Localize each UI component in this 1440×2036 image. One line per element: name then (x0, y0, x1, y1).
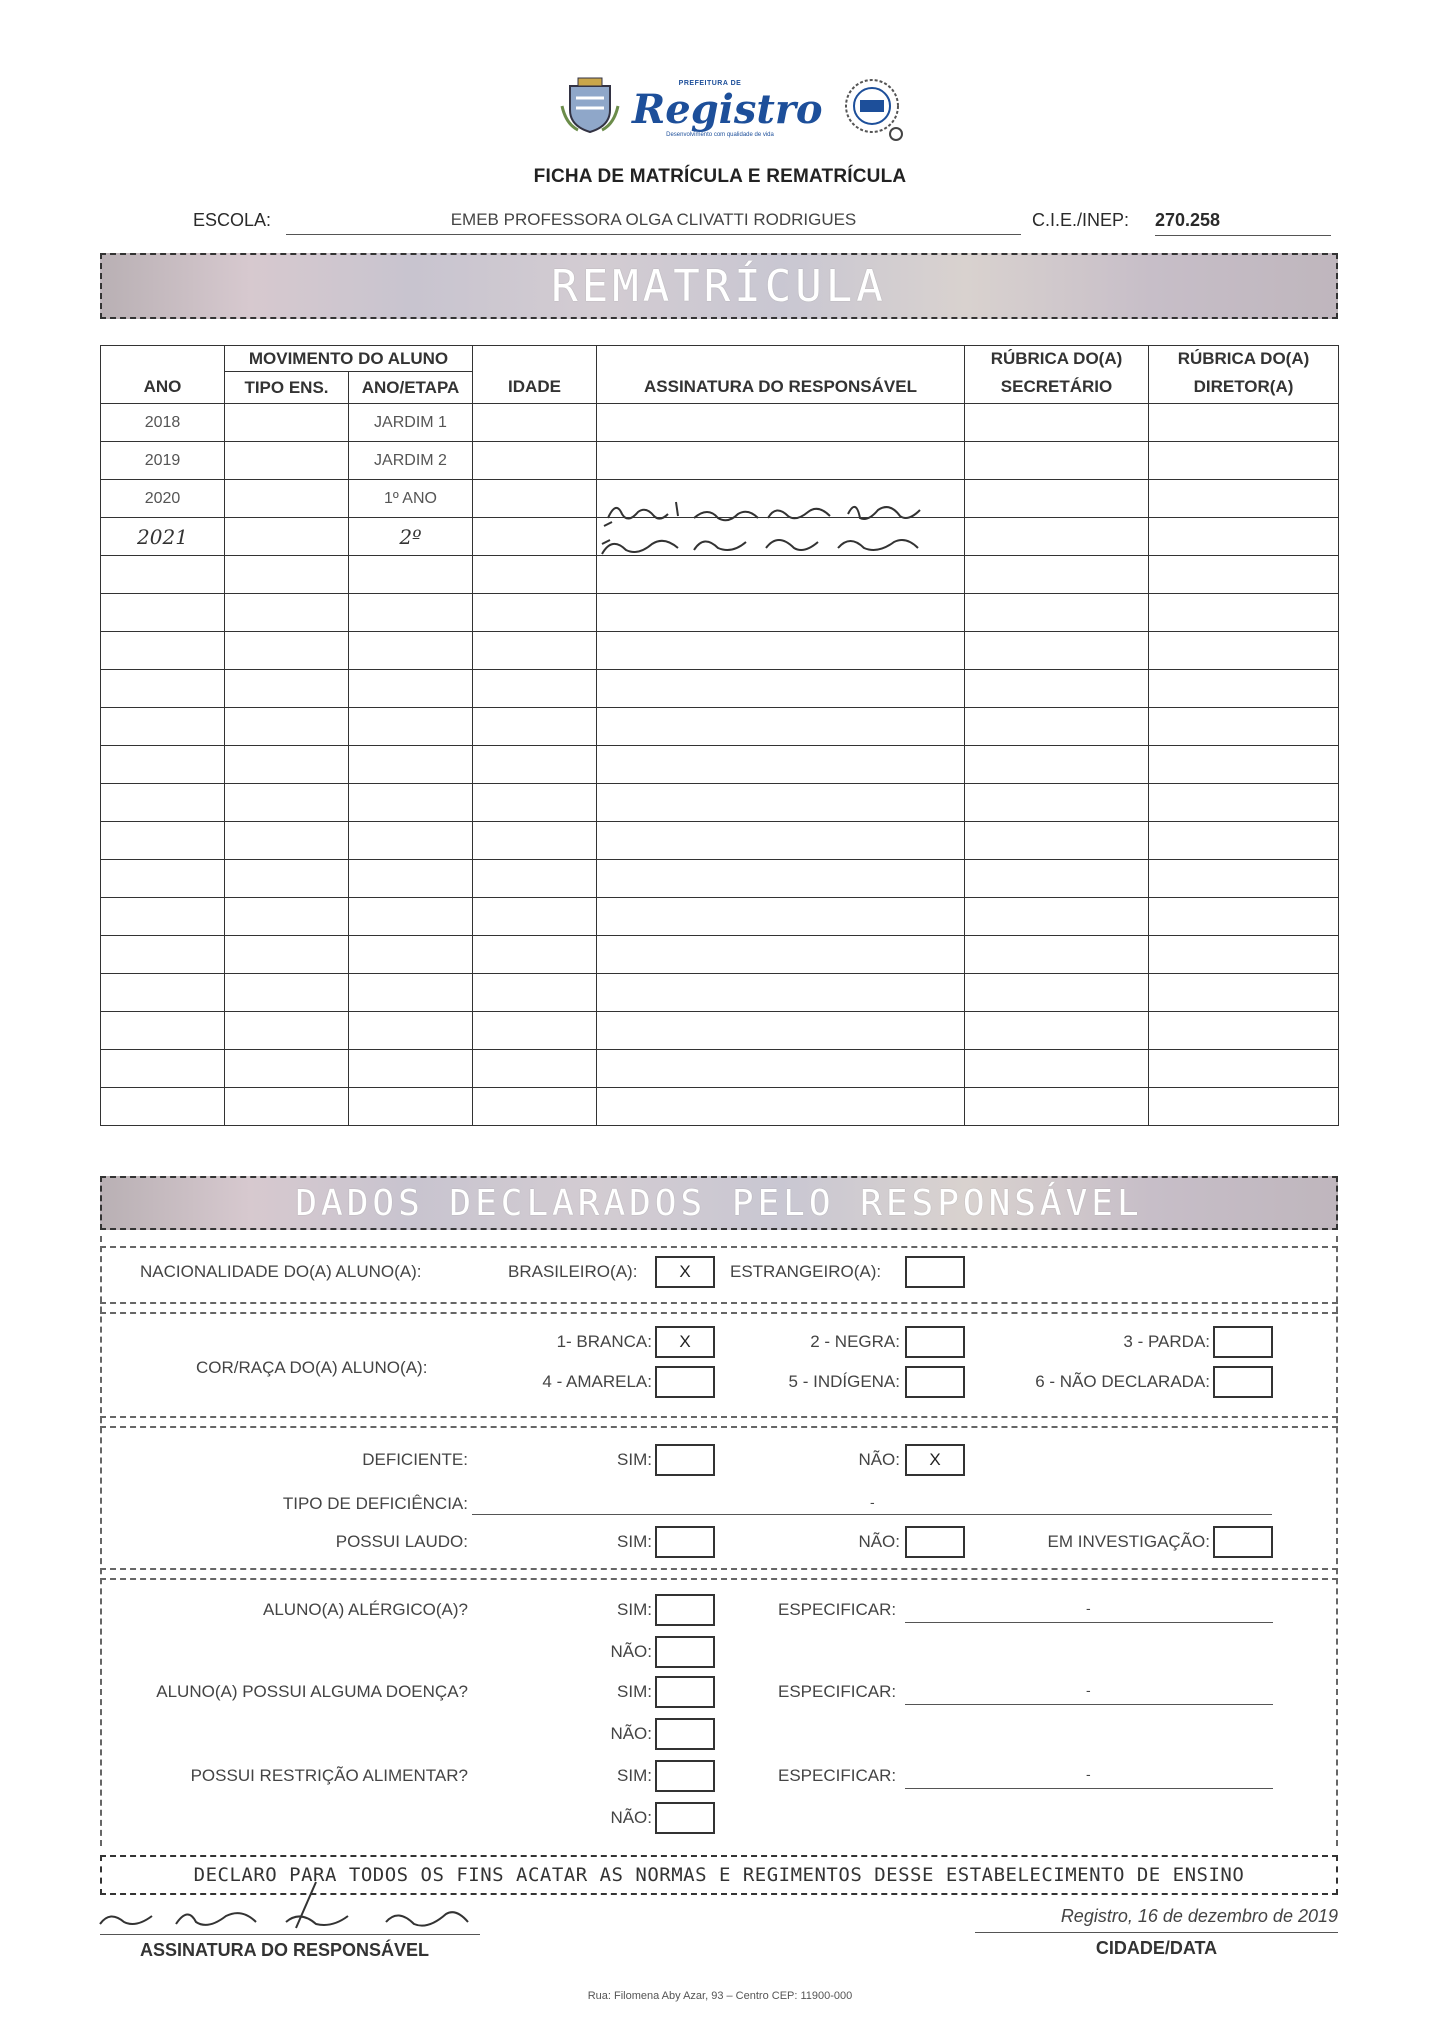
etapa-cell: JARDIM 1 (349, 404, 473, 442)
table-row (101, 974, 1339, 1012)
tipo-cell (225, 898, 349, 936)
brasileiro-label: BRASILEIRO(A): (508, 1262, 638, 1281)
gear-seal-icon (840, 72, 908, 144)
ano-cell (101, 860, 225, 898)
ano-header: ANO (101, 372, 225, 404)
idade-cell (473, 1012, 597, 1050)
logo-top-text: PREFEITURA DE (678, 80, 742, 87)
estrangeiro-label: ESTRANGEIRO(A): (730, 1262, 882, 1281)
idade-cell (473, 594, 597, 632)
table-row (101, 1088, 1339, 1126)
table-row (101, 442, 1339, 480)
cor-raca-label: COR/RAÇA DO(A) ALUNO(A): (196, 1358, 428, 1377)
coat-of-arms-icon (560, 76, 620, 136)
assinatura-cell (597, 632, 965, 670)
idade-cell (473, 442, 597, 480)
restricao-especificar-label: ESPECIFICAR: (778, 1766, 897, 1785)
etapa-cell (349, 1088, 473, 1126)
idade-cell (473, 1050, 597, 1088)
branca-label: 1- BRANCA: (556, 1332, 652, 1351)
etapa-cell (349, 1050, 473, 1088)
em-investigacao-checkbox[interactable] (1213, 1526, 1273, 1558)
table-row (101, 594, 1339, 632)
ano-cell: 2020 (101, 480, 225, 518)
amarela-checkbox[interactable] (655, 1366, 715, 1398)
dashed-separator (100, 1578, 1338, 1580)
ano-cell (101, 1050, 225, 1088)
ano-cell (101, 898, 225, 936)
tipo-cell (225, 442, 349, 480)
idade-cell (473, 632, 597, 670)
rubrica-diretor-cell (1149, 746, 1339, 784)
doenca-especificar-line[interactable] (905, 1704, 1273, 1705)
movimento-header: MOVIMENTO DO ALUNO (225, 346, 473, 372)
branca-checkbox[interactable]: X (655, 1326, 715, 1358)
idade-cell (473, 480, 597, 518)
ano-cell (101, 708, 225, 746)
alergico-especificar-line[interactable] (905, 1622, 1273, 1623)
assinatura-cell (597, 936, 965, 974)
doenca-especificar-value: - (1086, 1682, 1091, 1698)
parda-checkbox[interactable] (1213, 1326, 1273, 1358)
etapa-cell (349, 1012, 473, 1050)
ano-cell (101, 822, 225, 860)
etapa-cell (349, 632, 473, 670)
etapa-cell (349, 822, 473, 860)
deficiente-nao-label: NÃO: (858, 1450, 900, 1469)
alergico-especificar-label: ESPECIFICAR: (778, 1600, 897, 1619)
rubrica-diretor-header-1: RÚBRICA DO(A) (1149, 346, 1339, 372)
ano-cell (101, 1088, 225, 1126)
idade-cell (473, 670, 597, 708)
ano-cell (101, 784, 225, 822)
rubrica-diretor-cell (1149, 822, 1339, 860)
deficiente-sim-label: SIM: (617, 1450, 652, 1469)
assinatura-line (100, 1934, 480, 1935)
tipo-ens-header: TIPO ENS. (225, 372, 349, 404)
idade-cell (473, 518, 597, 556)
restricao-especificar-line[interactable] (905, 1788, 1273, 1789)
negra-checkbox[interactable] (905, 1326, 965, 1358)
rubrica-diretor-cell (1149, 556, 1339, 594)
footer-signature-image (96, 1880, 496, 1936)
tipo-cell (225, 632, 349, 670)
idade-cell (473, 822, 597, 860)
tipo-cell (225, 860, 349, 898)
assinatura-cell (597, 822, 965, 860)
rubrica-diretor-cell (1149, 594, 1339, 632)
rubrica-secretario-cell (965, 1012, 1149, 1050)
assinatura-cell (597, 860, 965, 898)
dashed-separator (100, 1302, 1338, 1304)
tipo-cell (225, 746, 349, 784)
restricao-sim-label: SIM: (617, 1766, 652, 1785)
idade-cell (473, 936, 597, 974)
etapa-cell (349, 708, 473, 746)
ano-etapa-header: ANO/ETAPA (349, 372, 473, 404)
assinatura-cell (597, 1088, 965, 1126)
ano-header-top (101, 346, 225, 372)
rubrica-secretario-cell (965, 480, 1149, 518)
table-row (101, 822, 1339, 860)
tipo-cell (225, 822, 349, 860)
idade-header: IDADE (473, 372, 597, 404)
table-row (101, 898, 1339, 936)
deficiente-sim-checkbox[interactable] (655, 1444, 715, 1476)
etapa-cell (349, 746, 473, 784)
rubrica-diretor-cell (1149, 404, 1339, 442)
alergico-sim-label: SIM: (617, 1600, 652, 1619)
rubrica-secretario-cell (965, 404, 1149, 442)
assinatura-header-top (597, 346, 965, 372)
assinatura-cell (597, 404, 965, 442)
rubrica-diretor-cell (1149, 518, 1339, 556)
etapa-cell (349, 556, 473, 594)
ano-cell (101, 974, 225, 1012)
parda-label: 3 - PARDA: (1123, 1332, 1210, 1351)
doenca-sim-checkbox[interactable] (655, 1676, 715, 1708)
etapa-cell: JARDIM 2 (349, 442, 473, 480)
ano-cell (101, 632, 225, 670)
etapa-cell (349, 860, 473, 898)
rubrica-diretor-cell (1149, 1050, 1339, 1088)
table-row (101, 860, 1339, 898)
doenca-nao-checkbox[interactable] (655, 1718, 715, 1750)
amarela-label: 4 - AMARELA: (542, 1372, 652, 1391)
em-investigacao-label: EM INVESTIGAÇÃO: (1047, 1532, 1210, 1551)
table-row (101, 670, 1339, 708)
form-title: FICHA DE MATRÍCULA E REMATRÍCULA (533, 166, 907, 187)
indigena-label: 5 - INDÍGENA: (788, 1372, 900, 1391)
rubrica-diretor-cell (1149, 670, 1339, 708)
idade-cell (473, 708, 597, 746)
table-row (101, 746, 1339, 784)
cidade-data-value: Registro, 16 de dezembro de 2019 (1060, 1906, 1338, 1926)
etapa-cell (349, 594, 473, 632)
assinatura-cell (597, 974, 965, 1012)
idade-cell (473, 404, 597, 442)
tipo-cell (225, 556, 349, 594)
doenca-sim-label: SIM: (617, 1682, 652, 1701)
alergico-label: ALUNO(A) ALÉRGICO(A)? (263, 1600, 468, 1619)
tipo-cell (225, 670, 349, 708)
ano-cell: 2021 (101, 518, 225, 556)
rubrica-diretor-cell (1149, 1088, 1339, 1126)
doenca-especificar-label: ESPECIFICAR: (778, 1682, 897, 1701)
tipo-deficiencia-value: - (870, 1494, 875, 1510)
assinatura-cell (597, 898, 965, 936)
ano-cell (101, 594, 225, 632)
assinatura-cell (597, 708, 965, 746)
rubrica-secretario-cell (965, 974, 1149, 1012)
nao-declarada-checkbox[interactable] (1213, 1366, 1273, 1398)
deficiente-label: DEFICIENTE: (362, 1450, 468, 1469)
assinatura-cell (597, 746, 965, 784)
rubrica-diretor-cell (1149, 974, 1339, 1012)
rubrica-secretario-cell (965, 898, 1149, 936)
tipo-cell (225, 404, 349, 442)
tipo-cell (225, 784, 349, 822)
cidade-data-label: CIDADE/DATA (1095, 1938, 1218, 1958)
logo-title: Registro (632, 86, 823, 133)
right-dashed-border (1336, 1236, 1338, 1846)
table-row (101, 404, 1339, 442)
cie-inep-label: C.I.E./INEP: (1032, 210, 1130, 230)
laudo-sim-label: SIM: (617, 1532, 652, 1551)
etapa-cell (349, 936, 473, 974)
tipo-deficiencia-label: TIPO DE DEFICIÊNCIA: (282, 1494, 468, 1513)
ano-cell (101, 746, 225, 784)
footer-address: Rua: Filomena Aby Azar, 93 – Centro CEP: 11900-000 (587, 1990, 853, 2002)
tipo-cell (225, 1088, 349, 1126)
estrangeiro-checkbox[interactable] (905, 1256, 965, 1288)
tipo-cell (225, 518, 349, 556)
laudo-sim-checkbox[interactable] (655, 1526, 715, 1558)
rubrica-secretario-cell (965, 1050, 1149, 1088)
table-row (101, 708, 1339, 746)
rubrica-secretario-header-2: SECRETÁRIO (965, 372, 1149, 404)
rubrica-diretor-cell (1149, 442, 1339, 480)
etapa-cell (349, 670, 473, 708)
escola-value: EMEB PROFESSORA OLGA CLIVATTI RODRIGUES (286, 210, 1021, 235)
tipo-cell (225, 936, 349, 974)
rubrica-secretario-cell (965, 594, 1149, 632)
rubrica-secretario-cell (965, 518, 1149, 556)
assinatura-cell (597, 1050, 965, 1088)
assinatura-cell (597, 594, 965, 632)
assinatura-cell (597, 784, 965, 822)
table-row (101, 936, 1339, 974)
etapa-cell (349, 898, 473, 936)
laudo-nao-checkbox[interactable] (905, 1526, 965, 1558)
rubrica-secretario-cell (965, 556, 1149, 594)
rubrica-secretario-cell (965, 936, 1149, 974)
tipo-cell (225, 594, 349, 632)
dashed-separator (100, 1246, 1338, 1248)
tipo-cell (225, 480, 349, 518)
nacionalidade-label: NACIONALIDADE DO(A) ALUNO(A): (140, 1262, 422, 1281)
doenca-nao-label: NÃO: (610, 1724, 652, 1743)
rubrica-secretario-cell (965, 708, 1149, 746)
assinatura-cell (597, 670, 965, 708)
rubrica-secretario-cell (965, 860, 1149, 898)
possui-laudo-label: POSSUI LAUDO: (335, 1532, 468, 1551)
dashed-separator (100, 1416, 1338, 1418)
etapa-cell: 2º (349, 518, 473, 556)
table-row (101, 632, 1339, 670)
escola-label: ESCOLA: (193, 210, 272, 230)
ano-cell (101, 670, 225, 708)
alergico-especificar-value: - (1086, 1600, 1091, 1616)
rubrica-diretor-cell (1149, 784, 1339, 822)
rubrica-secretario-cell (965, 746, 1149, 784)
rematricula-banner: REMATRÍCULA (100, 253, 1338, 319)
tipo-cell (225, 708, 349, 746)
rubrica-secretario-cell (965, 822, 1149, 860)
idade-header-top (473, 346, 597, 372)
etapa-cell (349, 974, 473, 1012)
rubrica-diretor-cell (1149, 480, 1339, 518)
rubrica-secretario-cell (965, 442, 1149, 480)
ano-cell: 2018 (101, 404, 225, 442)
prefeitura-logo (560, 70, 940, 150)
rubrica-diretor-cell (1149, 860, 1339, 898)
restricao-nao-label: NÃO: (610, 1808, 652, 1827)
tipo-deficiencia-line (472, 1514, 1272, 1515)
idade-cell (473, 1088, 597, 1126)
restricao-sim-checkbox[interactable] (655, 1760, 715, 1792)
empty-rows (101, 556, 1339, 1126)
idade-cell (473, 860, 597, 898)
rubrica-diretor-cell (1149, 898, 1339, 936)
restricao-especificar-value: - (1086, 1766, 1091, 1782)
cidade-data-line (975, 1932, 1338, 1933)
rubrica-diretor-cell (1149, 708, 1339, 746)
rematricula-table (100, 345, 1339, 1126)
tipo-cell (225, 1012, 349, 1050)
table-row (101, 1012, 1339, 1050)
tipo-cell (225, 1050, 349, 1088)
declaro-statement: DECLARO PARA TODOS OS FINS ACATAR AS NORMAS E REGIMENTOS DESSE ESTABELECIMENTO DE ENSINO (100, 1855, 1338, 1895)
alergico-sim-checkbox[interactable] (655, 1594, 715, 1626)
alergico-nao-label: NÃO: (610, 1642, 652, 1661)
idade-cell (473, 556, 597, 594)
cie-inep-value: 270.258 (1155, 210, 1331, 236)
table-row (101, 784, 1339, 822)
logo-subtitle: Desenvolvimento com qualidade de vida (666, 132, 774, 138)
responsavel-signature-image (598, 492, 970, 562)
left-dashed-border (100, 1236, 102, 1846)
dashed-separator (100, 1312, 1338, 1314)
deficiente-nao-checkbox[interactable]: X (905, 1444, 965, 1476)
idade-cell (473, 746, 597, 784)
rubrica-secretario-cell (965, 784, 1149, 822)
indigena-checkbox[interactable] (905, 1366, 965, 1398)
restricao-alimentar-label: POSSUI RESTRIÇÃO ALIMENTAR? (190, 1766, 468, 1785)
ano-cell (101, 556, 225, 594)
rubrica-diretor-cell (1149, 632, 1339, 670)
brasileiro-checkbox[interactable]: X (655, 1256, 715, 1288)
etapa-cell: 1º ANO (349, 480, 473, 518)
alergico-nao-checkbox[interactable] (655, 1636, 715, 1668)
dashed-separator (100, 1426, 1338, 1428)
etapa-cell (349, 784, 473, 822)
idade-cell (473, 898, 597, 936)
dashed-separator (100, 1568, 1338, 1570)
ano-cell (101, 1012, 225, 1050)
doenca-label: ALUNO(A) POSSUI ALGUMA DOENÇA? (156, 1682, 468, 1701)
assinatura-cell (597, 1012, 965, 1050)
idade-cell (473, 974, 597, 1012)
tipo-cell (225, 974, 349, 1012)
rubrica-diretor-cell (1149, 936, 1339, 974)
nao-declarada-label: 6 - NÃO DECLARADA: (1035, 1372, 1210, 1391)
negra-label: 2 - NEGRA: (810, 1332, 900, 1351)
idade-cell (473, 784, 597, 822)
table-row (101, 1050, 1339, 1088)
rubrica-secretario-cell (965, 1088, 1149, 1126)
rubrica-diretor-cell (1149, 1012, 1339, 1050)
assinatura-responsavel-label: ASSINATURA DO RESPONSÁVEL (140, 1940, 430, 1960)
rubrica-secretario-cell (965, 670, 1149, 708)
rubrica-diretor-header-2: DIRETOR(A) (1149, 372, 1339, 404)
rubrica-secretario-header-1: RÚBRICA DO(A) (965, 346, 1149, 372)
ano-cell: 2019 (101, 442, 225, 480)
assinatura-header: ASSINATURA DO RESPONSÁVEL (597, 372, 965, 404)
restricao-nao-checkbox[interactable] (655, 1802, 715, 1834)
laudo-nao-label: NÃO: (858, 1532, 900, 1551)
dados-declarados-banner: DADOS DECLARADOS PELO RESPONSÁVEL (100, 1176, 1338, 1230)
assinatura-cell (597, 442, 965, 480)
ano-cell (101, 936, 225, 974)
rubrica-secretario-cell (965, 632, 1149, 670)
